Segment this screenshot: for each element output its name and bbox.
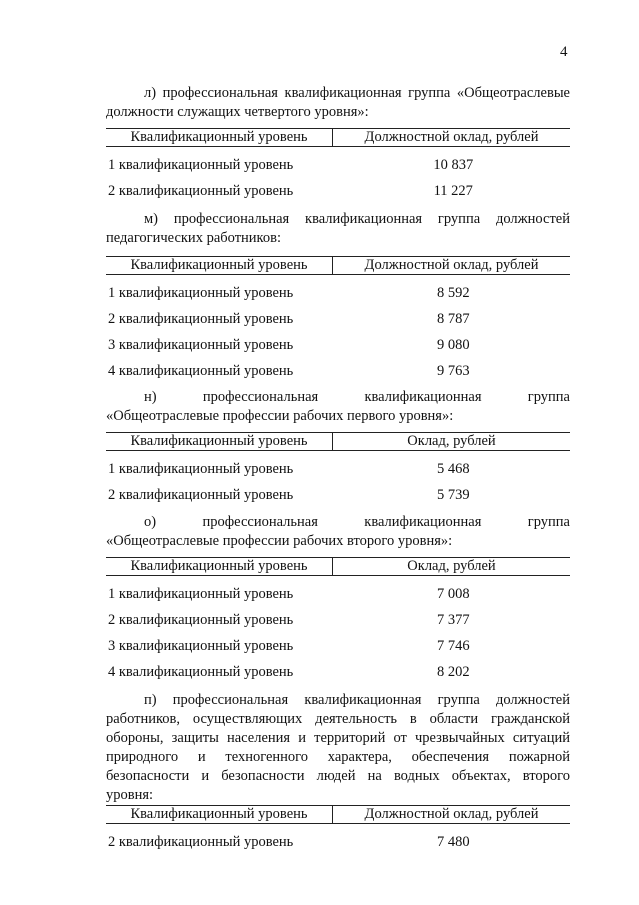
heading-line: м) профессиональная квалификационная группа должностей bbox=[144, 211, 570, 227]
table-header bbox=[106, 129, 570, 147]
table-row bbox=[106, 275, 570, 307]
level-cell: 1 квалификационный уровень bbox=[108, 285, 294, 301]
table-header bbox=[106, 558, 570, 576]
col-header-level: Квалификационный уровень bbox=[106, 129, 333, 147]
level-cell: 2 квалификационный уровень bbox=[108, 183, 294, 199]
value-cell: 8 202 bbox=[436, 664, 470, 680]
col-header-value: Оклад, рублей bbox=[333, 433, 571, 451]
col-header-value: Должностной оклад, рублей bbox=[333, 129, 571, 147]
heading-line: безопасности и безопасности людей на водных объектах, второго bbox=[106, 768, 570, 784]
col-header-value: Должностной оклад, рублей bbox=[333, 806, 571, 824]
section-heading-m bbox=[106, 210, 570, 248]
col-header-level: Квалификационный уровень bbox=[106, 257, 333, 275]
level-cell: 1 квалификационный уровень bbox=[108, 586, 294, 602]
table-row bbox=[106, 451, 570, 483]
table-row bbox=[106, 633, 570, 659]
level-cell: 1 квалификационный уровень bbox=[108, 157, 294, 173]
level-cell: 4 квалификационный уровень bbox=[108, 363, 294, 379]
table-header bbox=[106, 806, 570, 824]
level-cell: 3 квалификационный уровень bbox=[108, 337, 294, 353]
value-cell: 8 592 bbox=[436, 285, 470, 301]
value-cell: 7 746 bbox=[436, 638, 470, 654]
table-row bbox=[106, 824, 570, 856]
table-row bbox=[106, 178, 570, 204]
table-row bbox=[106, 576, 570, 608]
heading-line: «Общеотраслевые профессии рабочих второго уровня»: bbox=[106, 533, 453, 549]
heading-line: должности служащих четвертого уровня»: bbox=[106, 104, 369, 120]
level-cell: 4 квалификационный уровень bbox=[108, 664, 294, 680]
section-heading-l bbox=[106, 84, 570, 122]
heading-line: о) профессиональная квалификационная группа bbox=[144, 514, 570, 530]
col-header-level: Квалификационный уровень bbox=[106, 433, 333, 451]
table-header bbox=[106, 257, 570, 275]
value-cell: 9 763 bbox=[436, 363, 470, 379]
level-cell: 2 квалификационный уровень bbox=[108, 311, 294, 327]
section-heading-o bbox=[106, 513, 570, 551]
table-row bbox=[106, 332, 570, 358]
col-header-level: Квалификационный уровень bbox=[106, 806, 333, 824]
value-cell: 10 837 bbox=[433, 157, 474, 173]
table-row bbox=[106, 358, 570, 384]
value-cell: 5 739 bbox=[436, 487, 470, 503]
salary-table-o bbox=[106, 557, 570, 685]
level-cell: 2 квалификационный уровень bbox=[108, 612, 294, 628]
table-row bbox=[106, 607, 570, 633]
salary-table-p bbox=[106, 805, 570, 855]
col-header-value: Должностной оклад, рублей bbox=[333, 257, 571, 275]
salary-table-l bbox=[106, 128, 570, 204]
page-number: 4 bbox=[560, 44, 568, 60]
heading-line: уровня: bbox=[106, 787, 154, 803]
section-heading-p bbox=[106, 691, 570, 805]
value-cell: 8 787 bbox=[436, 311, 470, 327]
value-cell: 7 480 bbox=[436, 834, 470, 850]
heading-line: н) профессиональная квалификационная группа bbox=[144, 389, 570, 405]
table-row bbox=[106, 306, 570, 332]
value-cell: 5 468 bbox=[436, 461, 470, 477]
table-row bbox=[106, 147, 570, 179]
value-cell: 11 227 bbox=[433, 183, 473, 199]
salary-table-m bbox=[106, 256, 570, 384]
value-cell: 9 080 bbox=[436, 337, 470, 353]
value-cell: 7 008 bbox=[436, 586, 470, 602]
section-heading-n bbox=[106, 388, 570, 426]
value-cell: 7 377 bbox=[436, 612, 470, 628]
table-row bbox=[106, 659, 570, 685]
table-row bbox=[106, 482, 570, 508]
heading-line: п) профессиональная квалификационная группа должностей bbox=[144, 692, 570, 708]
heading-line: обороны, защиты населения и территорий от чрезвычайных ситуаций bbox=[106, 730, 570, 746]
salary-table-n bbox=[106, 432, 570, 508]
level-cell: 1 квалификационный уровень bbox=[108, 461, 294, 477]
heading-line: педагогических работников: bbox=[106, 230, 281, 246]
heading-line: природного и техногенного характера, обеспечения пожарной bbox=[106, 749, 570, 765]
col-header-value: Оклад, рублей bbox=[333, 558, 571, 576]
heading-line: «Общеотраслевые профессии рабочих первого уровня»: bbox=[106, 408, 454, 424]
heading-line: л) профессиональная квалификационная группа «Общеотраслевые bbox=[144, 85, 570, 101]
table-header bbox=[106, 433, 570, 451]
col-header-level: Квалификационный уровень bbox=[106, 558, 333, 576]
heading-line: работников, осуществляющих деятельность в области гражданской bbox=[106, 711, 570, 727]
level-cell: 3 квалификационный уровень bbox=[108, 638, 294, 654]
level-cell: 2 квалификационный уровень bbox=[108, 487, 294, 503]
level-cell: 2 квалификационный уровень bbox=[108, 834, 294, 850]
